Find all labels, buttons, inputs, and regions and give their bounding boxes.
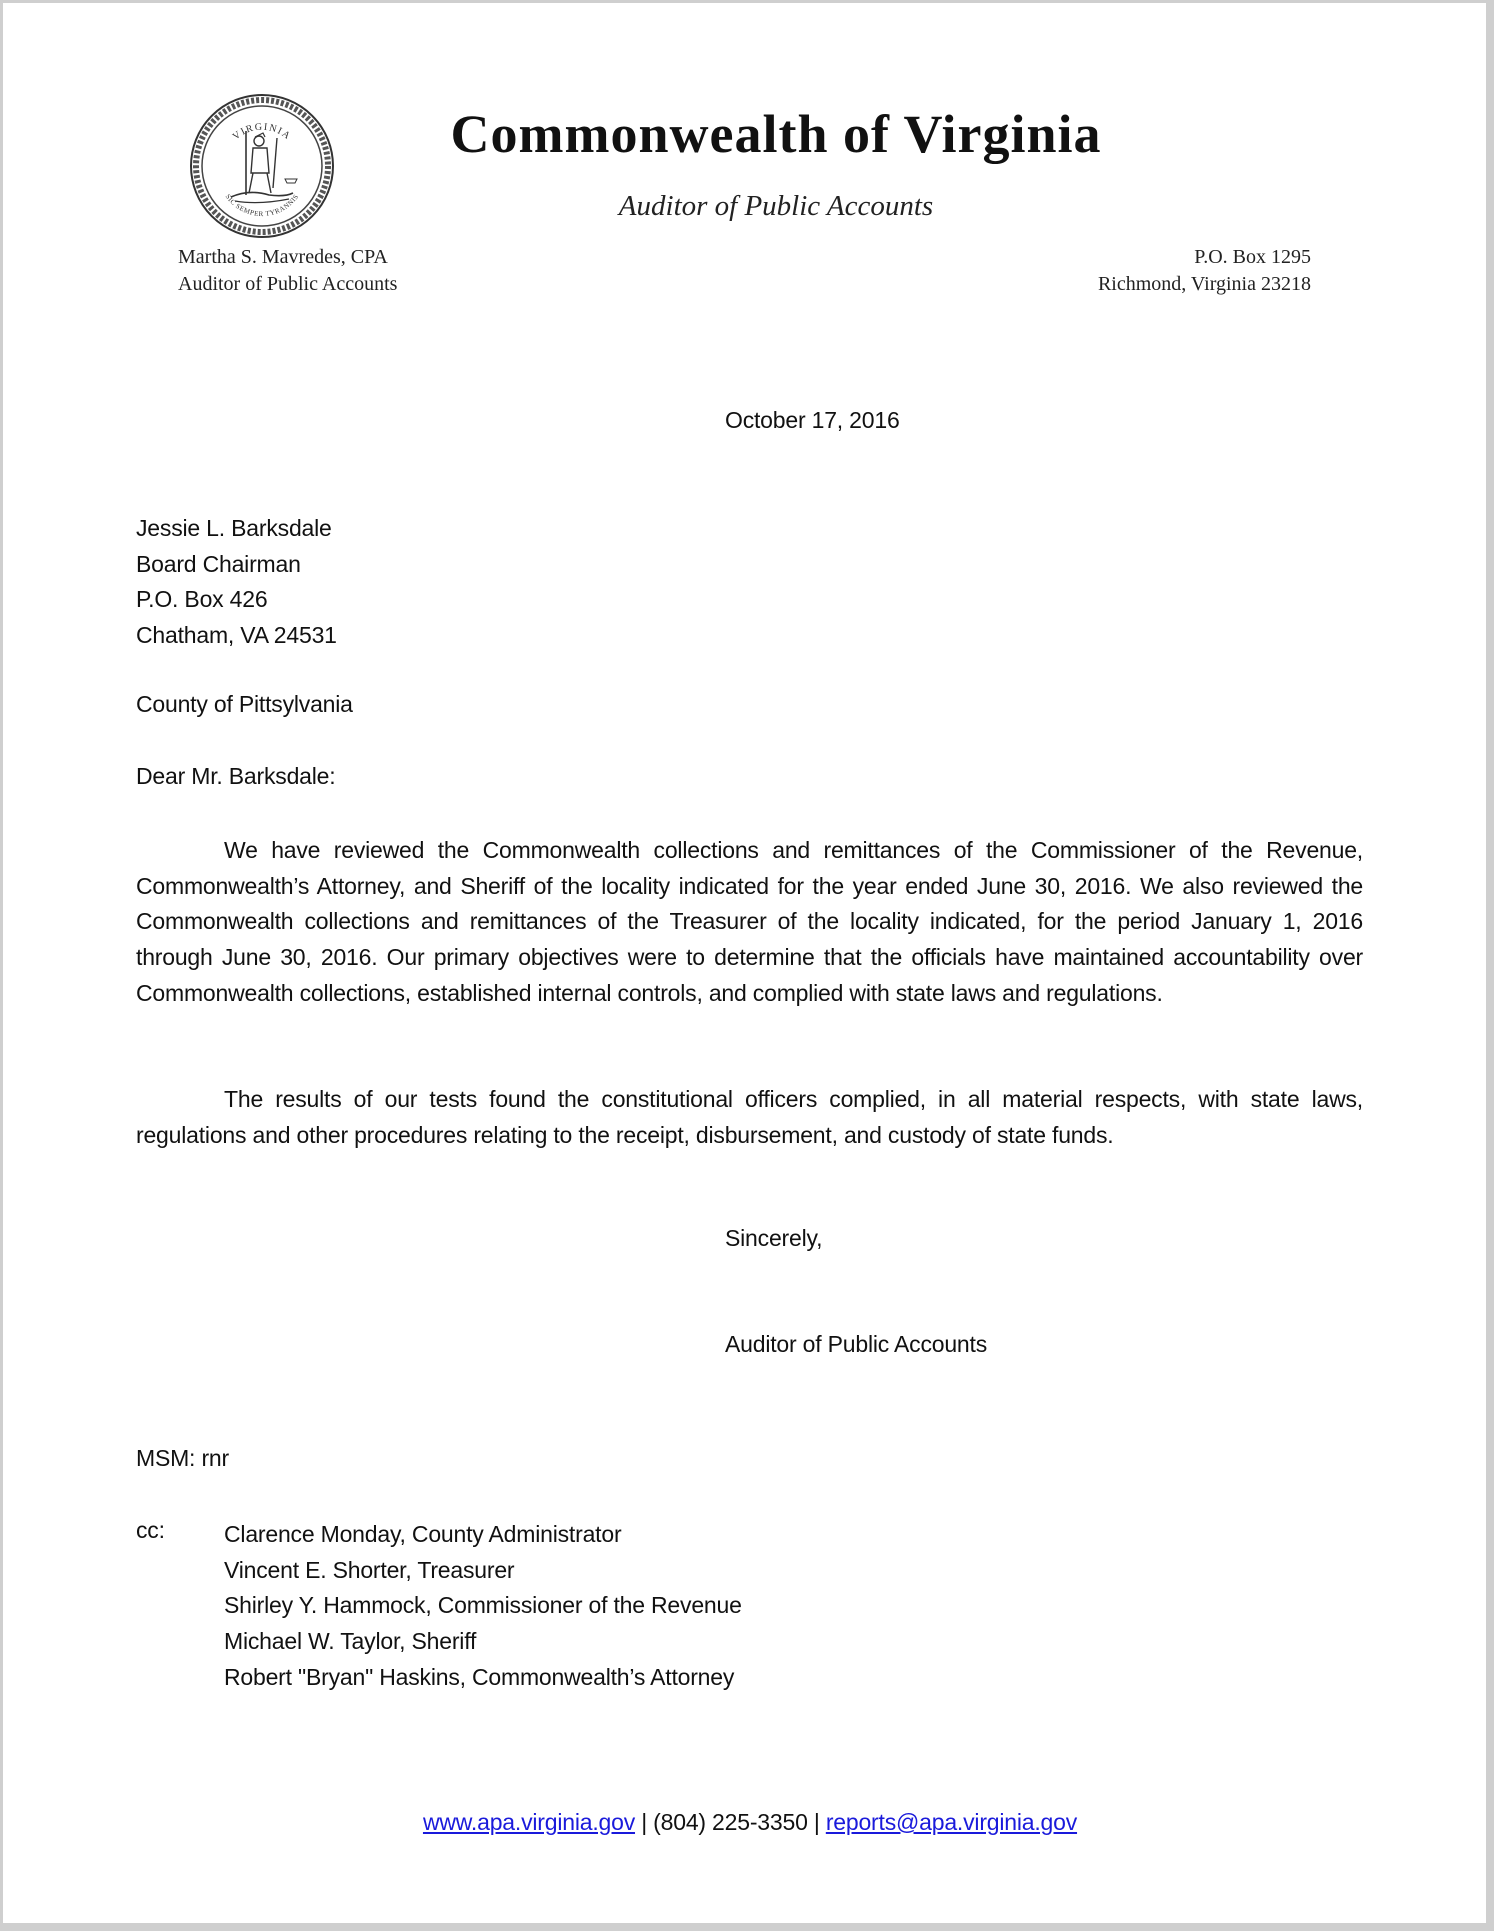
footer-separator: |	[807, 1809, 826, 1835]
recipient-po-box: P.O. Box 426	[136, 586, 268, 613]
reference-initials: MSM: rnr	[136, 1445, 229, 1471]
closing: Sincerely,	[725, 1225, 823, 1251]
recipient-address	[136, 511, 337, 654]
letter-page	[3, 3, 1486, 1923]
letter-date: October 17, 2016	[725, 407, 900, 433]
cc-recipient: Clarence Monday, County Administrator	[224, 1521, 622, 1547]
body-paragraph: The results of our tests found the constitutional officers complied, in all material respects, with state laws, regulations and other procedures relating to the receipt, disbursement, and custody of state funds.	[136, 1086, 1363, 1148]
letterhead-auditor-block	[178, 244, 397, 298]
cc-recipient: Michael W. Taylor, Sheriff	[224, 1628, 477, 1655]
cc-label: cc:	[136, 1517, 165, 1543]
letterhead-subtitle: Auditor of Public Accounts	[618, 190, 934, 222]
footer-contact	[3, 1809, 1494, 1836]
cc-list	[224, 1517, 742, 1696]
locality: County of Pittsylvania	[136, 691, 353, 717]
address-po-box: P.O. Box 1295	[1194, 246, 1311, 268]
auditor-name: Martha S. Mavredes, CPA	[178, 246, 388, 268]
cc-recipient: Vincent E. Shorter, Treasurer	[224, 1556, 515, 1583]
email-link[interactable]: reports@apa.virginia.gov	[825, 1809, 1078, 1835]
website-link[interactable]: www.apa.virginia.gov	[422, 1809, 636, 1835]
seal-text-bottom: SIC SEMPER TYRANNIS	[223, 192, 301, 219]
recipient-city: Chatham, VA 24531	[136, 622, 337, 649]
footer-separator: |	[635, 1809, 654, 1835]
salutation: Dear Mr. Barksdale:	[136, 763, 336, 789]
body-paragraph: We have reviewed the Commonwealth collections and remittances of the Commissioner of the Revenue, Commonwealth’s Attorney, and Sheriff of the locality indicated for the year ended June 30, 2016. We also reviewed the Commonwealth collections and remittances of the Treasurer of the locality indicated, for the period January 1, 2016 through June 30, 2016. Our primary objectives were to determine that the officials have maintained accountability over Commonwealth collections, established internal controls, and complied with state laws and regulations.	[136, 837, 1363, 1006]
signature-name: Auditor of Public Accounts	[725, 1331, 988, 1357]
letterhead-title: Commonwealth of Virginia	[450, 104, 1102, 164]
phone-number: (804) 225-3350	[653, 1809, 808, 1835]
cc-recipient: Robert "Bryan" Haskins, Commonwealth’s Attorney	[224, 1663, 735, 1690]
letterhead-address-block	[1098, 244, 1311, 298]
cc-recipient: Shirley Y. Hammock, Commissioner of the Revenue	[224, 1592, 742, 1619]
auditor-title: Auditor of Public Accounts	[178, 273, 398, 295]
recipient-title: Board Chairman	[136, 550, 301, 577]
recipient-name: Jessie L. Barksdale	[136, 515, 332, 541]
seal-text-top: VIRGINIA	[230, 121, 294, 143]
address-city: Richmond, Virginia 23218	[1097, 273, 1311, 295]
